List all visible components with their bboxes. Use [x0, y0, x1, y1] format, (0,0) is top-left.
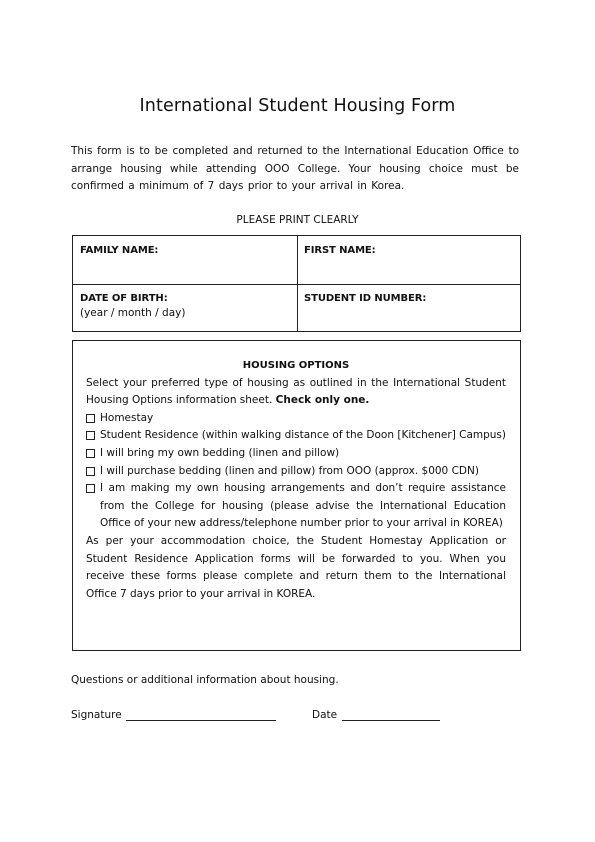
- housing-option-own-arrangements[interactable]: [86, 480, 506, 533]
- housing-option-bring-bedding[interactable]: [86, 445, 506, 463]
- housing-options-box: [72, 340, 521, 651]
- purchase-bedding-checkbox[interactable]: [86, 467, 95, 476]
- date-label: Date: [312, 709, 338, 721]
- questions-text: Questions or additional information about housing.: [71, 674, 339, 686]
- signature-label: Signature: [71, 709, 122, 721]
- date-of-birth-hint: (year / month / day): [80, 307, 186, 319]
- form-title: International Student Housing Form: [139, 96, 456, 116]
- housing-instructions-text: Select your preferred type of housing as outlined in the International Student Housing Options information sheet.: [86, 376, 506, 407]
- intro-paragraph: This form is to be completed and returned to the International Education Office to arrange housing while attending OOO College. Your housing choice must be confirmed a minimum of 7 days prior to your arrival in Korea.: [71, 145, 519, 193]
- housing-instructions-bold: Check only one.: [275, 394, 370, 407]
- student-id-field[interactable]: [297, 284, 521, 332]
- housing-options-heading: HOUSING OPTIONS: [242, 360, 350, 371]
- date-of-birth-label: DATE OF BIRTH:: [80, 293, 168, 304]
- print-clearly-notice: PLEASE PRINT CLEARLY: [236, 214, 359, 226]
- option-label: I am making my own housing arrangements and don’t require assistance from the College for housing (please advise the International Education Office of your new address/telephone number prior to your arrival in KOREA): [100, 482, 506, 530]
- own-arrangements-checkbox[interactable]: [86, 484, 95, 493]
- option-label: I will bring my own bedding (linen and pillow): [100, 446, 340, 459]
- housing-instructions: [86, 375, 506, 410]
- first-name-label: FIRST NAME:: [304, 245, 376, 256]
- option-label: Homestay: [100, 411, 154, 424]
- family-name-field[interactable]: [73, 236, 297, 284]
- signature-line[interactable]: [126, 720, 276, 721]
- first-name-field[interactable]: [297, 236, 521, 284]
- homestay-checkbox[interactable]: [86, 414, 95, 423]
- date-line[interactable]: [342, 720, 440, 721]
- housing-option-residence[interactable]: [86, 427, 506, 445]
- option-label: Student Residence (within walking distance of the Doon [Kitchener] Campus): [100, 429, 507, 442]
- date-of-birth-field[interactable]: [73, 284, 297, 332]
- housing-footer-note: As per your accommodation choice, the Student Homestay Application or Student Residence Application forms will be forwarded to you. When you receive these forms please complete and return them to the International Office 7 days prior to your arrival in KOREA.: [86, 534, 506, 600]
- housing-option-homestay[interactable]: [86, 410, 506, 428]
- student-info-table: [72, 235, 521, 332]
- family-name-label: FAMILY NAME:: [80, 245, 159, 256]
- residence-checkbox[interactable]: [86, 431, 95, 440]
- option-label: I will purchase bedding (linen and pillow) from OOO (approx. $000 CDN): [100, 464, 479, 477]
- bring-bedding-checkbox[interactable]: [86, 449, 95, 458]
- housing-option-purchase-bedding[interactable]: [86, 463, 506, 481]
- student-id-label: STUDENT ID NUMBER:: [304, 293, 427, 304]
